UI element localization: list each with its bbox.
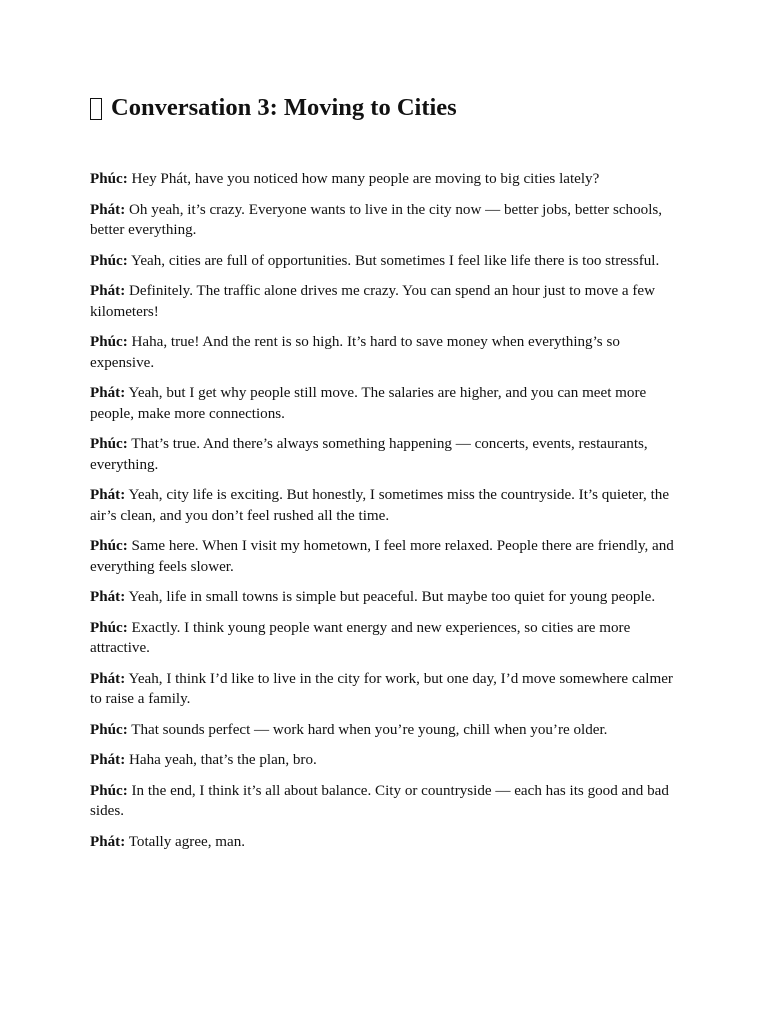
speaker-name: Phát: <box>90 201 126 218</box>
speaker-name: Phúc: <box>90 252 128 269</box>
dialogue-line <box>90 200 678 241</box>
dialogue-text: Yeah, cities are full of opportunities. But sometimes I feel like life there is too stressful. <box>130 252 660 269</box>
dialogue-line <box>90 832 678 853</box>
dialogue-line <box>90 485 678 526</box>
dialogue-text: Yeah, life in small towns is simple but peaceful. But maybe too quiet for young people. <box>128 589 656 605</box>
page-title <box>90 90 678 126</box>
speaker-name: Phúc: <box>90 171 128 187</box>
dialogue-line <box>90 587 678 608</box>
dialogue-line <box>90 281 678 322</box>
speaker-name: Phúc: <box>90 334 128 350</box>
dialogue-text: Oh yeah, it’s crazy. Everyone wants to live in the city now — better jobs, better schools, better everything. <box>90 201 663 238</box>
dialogue-line <box>90 618 678 659</box>
speaker-name: Phát: <box>90 385 126 401</box>
speaker-name: Phúc: <box>90 619 128 636</box>
speaker-name: Phúc: <box>90 436 128 452</box>
dialogue-text: Definitely. The traffic alone drives me crazy. You can spend an hour just to move a few kilometers! <box>90 283 656 320</box>
dialogue-line <box>90 251 678 272</box>
speaker-name: Phúc: <box>90 782 128 799</box>
dialogue-text: Same here. When I visit my hometown, I feel more relaxed. People there are friendly, and everything feels slower. <box>90 538 674 575</box>
dialogue-text: That sounds perfect — work hard when you’re young, chill when you’re older. <box>131 721 608 738</box>
speaker-name: Phát: <box>90 283 126 299</box>
dialogue-line <box>90 383 678 424</box>
dialogue-line <box>90 434 678 475</box>
dialogue <box>90 169 678 852</box>
speaker-name: Phát: <box>90 833 126 850</box>
dialogue-text: Hey Phát, have you noticed how many people are moving to big cities lately? <box>131 171 600 187</box>
page-title-text: Conversation 3: Moving to Cities <box>111 94 457 121</box>
dialogue-line <box>90 750 678 771</box>
dialogue-text: Yeah, city life is exciting. But honestly, I sometimes miss the countryside. It’s quieter, the air’s clean, and you don’t feel rushed all the time. <box>90 487 670 524</box>
dialogue-text: Totally agree, man. <box>128 833 246 850</box>
dialogue-line <box>90 781 678 822</box>
dialogue-line <box>90 669 678 710</box>
dialogue-line <box>90 169 678 190</box>
dialogue-text: In the end, I think it’s all about balance. City or countryside — each has its good and bad sides. <box>90 782 669 819</box>
speaker-name: Phát: <box>90 589 126 605</box>
dialogue-text: Yeah, but I get why people still move. The salaries are higher, and you can meet more people, make more connections. <box>90 385 647 422</box>
speaker-name: Phát: <box>90 670 126 687</box>
dialogue-line <box>90 332 678 373</box>
missing-glyph-icon <box>90 98 102 120</box>
dialogue-text: Yeah, I think I’d like to live in the city for work, but one day, I’d move somewhere calmer to raise a family. <box>90 670 673 707</box>
dialogue-text: That’s true. And there’s always something happening — concerts, events, restaurants, everything. <box>90 436 648 473</box>
speaker-name: Phát: <box>90 752 126 768</box>
dialogue-text: Haha, true! And the rent is so high. It’s hard to save money when everything’s so expensive. <box>90 334 620 371</box>
dialogue-text: Exactly. I think young people want energy and new experiences, so cities are more attractive. <box>90 619 631 656</box>
dialogue-line <box>90 720 678 741</box>
speaker-name: Phát: <box>90 487 126 503</box>
dialogue-text: Haha yeah, that’s the plan, bro. <box>129 752 317 768</box>
speaker-name: Phúc: <box>90 538 128 554</box>
speaker-name: Phúc: <box>90 721 128 738</box>
dialogue-line <box>90 536 678 577</box>
